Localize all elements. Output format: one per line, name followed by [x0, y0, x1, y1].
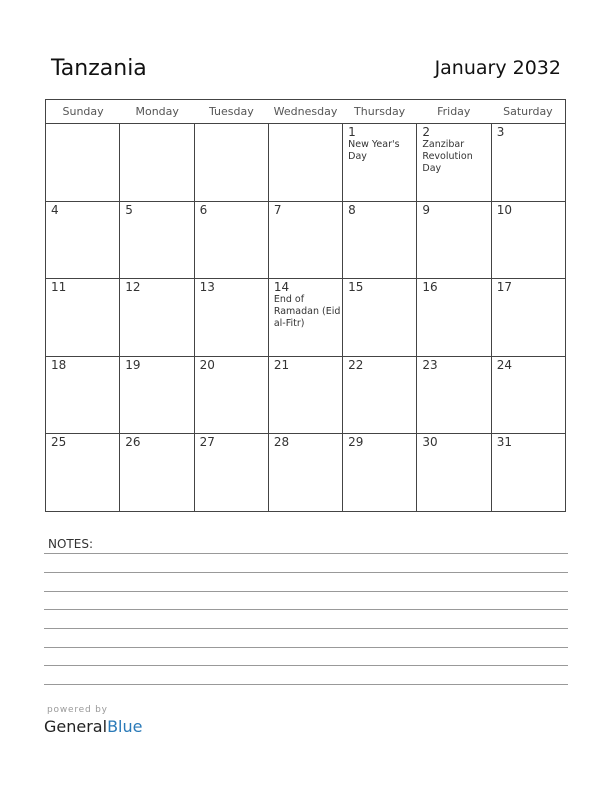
day-cell: [195, 357, 269, 434]
day-number: 23: [422, 357, 438, 372]
calendar-grid: [45, 99, 566, 512]
powered-by-text: powered by: [47, 705, 108, 715]
day-cell: [343, 279, 417, 356]
day-cell: [492, 434, 565, 512]
day-number: 10: [496, 202, 512, 217]
day-cell: [492, 357, 565, 434]
day-number: 13: [199, 280, 215, 295]
day-cell: [269, 434, 343, 512]
note-line: [44, 628, 568, 629]
day-cell: [195, 279, 269, 356]
day-number: 30: [422, 435, 438, 450]
day-number: 5: [125, 202, 133, 217]
day-cell: [492, 279, 565, 356]
day-cell: [269, 202, 343, 279]
day-cell: [417, 357, 491, 434]
day-cell: [120, 434, 194, 512]
holiday-label: End of Ramadan (Eid al-Fitr): [273, 294, 341, 330]
week-row: [46, 279, 565, 357]
weekday-monday: Monday: [135, 105, 179, 118]
day-number: 17: [496, 280, 512, 295]
note-line: [44, 647, 568, 648]
weekday-sunday: Sunday: [62, 105, 104, 118]
day-cell: [46, 434, 120, 512]
day-number: 29: [348, 435, 364, 450]
day-cell: [492, 202, 565, 279]
day-number: 27: [199, 435, 215, 450]
country-title: Tanzania: [51, 56, 147, 81]
day-number: 25: [51, 435, 67, 450]
day-cell: [343, 434, 417, 512]
day-cell: [120, 124, 194, 201]
note-line: [44, 609, 568, 610]
day-number: 4: [51, 202, 59, 217]
weekday-friday: Friday: [437, 105, 471, 118]
day-number: 3: [496, 125, 505, 139]
day-cell: [195, 434, 269, 512]
weekday-saturday: Saturday: [503, 105, 553, 118]
weekday-header: [46, 100, 565, 124]
note-line: [44, 665, 568, 666]
day-number: 21: [273, 357, 290, 372]
day-cell: [269, 279, 343, 356]
day-number: 6: [199, 202, 208, 217]
day-number: 15: [348, 280, 364, 295]
day-cell: [46, 279, 120, 356]
day-cell: [343, 124, 417, 201]
day-number: 26: [125, 435, 141, 450]
day-number: 8: [348, 202, 356, 217]
day-cell: [343, 202, 417, 279]
day-cell: [269, 124, 343, 201]
day-number: 1: [348, 125, 356, 139]
note-line: [44, 684, 568, 685]
day-number: 9: [422, 202, 431, 217]
day-number: 2: [422, 125, 431, 139]
week-row: [46, 434, 565, 512]
note-line: [44, 572, 568, 573]
day-cell: [120, 202, 194, 279]
day-cell: [120, 357, 194, 434]
day-number: 12: [125, 280, 141, 295]
day-cell: [46, 202, 120, 279]
day-number: 24: [496, 357, 512, 372]
day-number: 16: [422, 280, 438, 295]
month-title: January 2032: [434, 57, 561, 79]
week-row: [46, 124, 565, 202]
generalblue-logo: [44, 717, 142, 736]
day-number: 19: [125, 357, 141, 372]
day-number: 7: [273, 202, 282, 217]
note-line: [44, 553, 568, 554]
holiday-label: Zanzibar Revolution Day: [422, 139, 473, 174]
day-cell: [492, 124, 565, 201]
day-cell: [343, 357, 417, 434]
holiday-label: New Year's Day: [348, 139, 400, 162]
day-cell: [269, 357, 343, 434]
day-cell: [195, 202, 269, 279]
day-number: 28: [273, 435, 290, 450]
day-number: 11: [51, 280, 67, 295]
day-number: 14: [273, 280, 290, 295]
brand-general: General: [44, 717, 108, 736]
day-cell: [417, 279, 491, 356]
day-number: 31: [496, 435, 512, 450]
weekday-wednesday: Wednesday: [273, 105, 338, 118]
note-line: [44, 591, 568, 592]
day-cell: [46, 124, 120, 201]
day-number: 20: [199, 357, 215, 372]
day-number: 18: [51, 357, 67, 372]
day-number: 22: [348, 357, 364, 372]
brand-blue: Blue: [107, 717, 143, 736]
day-cell: [46, 357, 120, 434]
weekday-tuesday: Tuesday: [208, 105, 254, 118]
day-cell: [417, 202, 491, 279]
day-cell: [417, 124, 491, 201]
weekday-thursday: Thursday: [354, 105, 406, 118]
notes-label: NOTES:: [48, 537, 93, 551]
day-cell: [195, 124, 269, 201]
day-cell: [417, 434, 491, 512]
day-cell: [120, 279, 194, 356]
week-row: [46, 202, 565, 280]
week-row: [46, 357, 565, 435]
